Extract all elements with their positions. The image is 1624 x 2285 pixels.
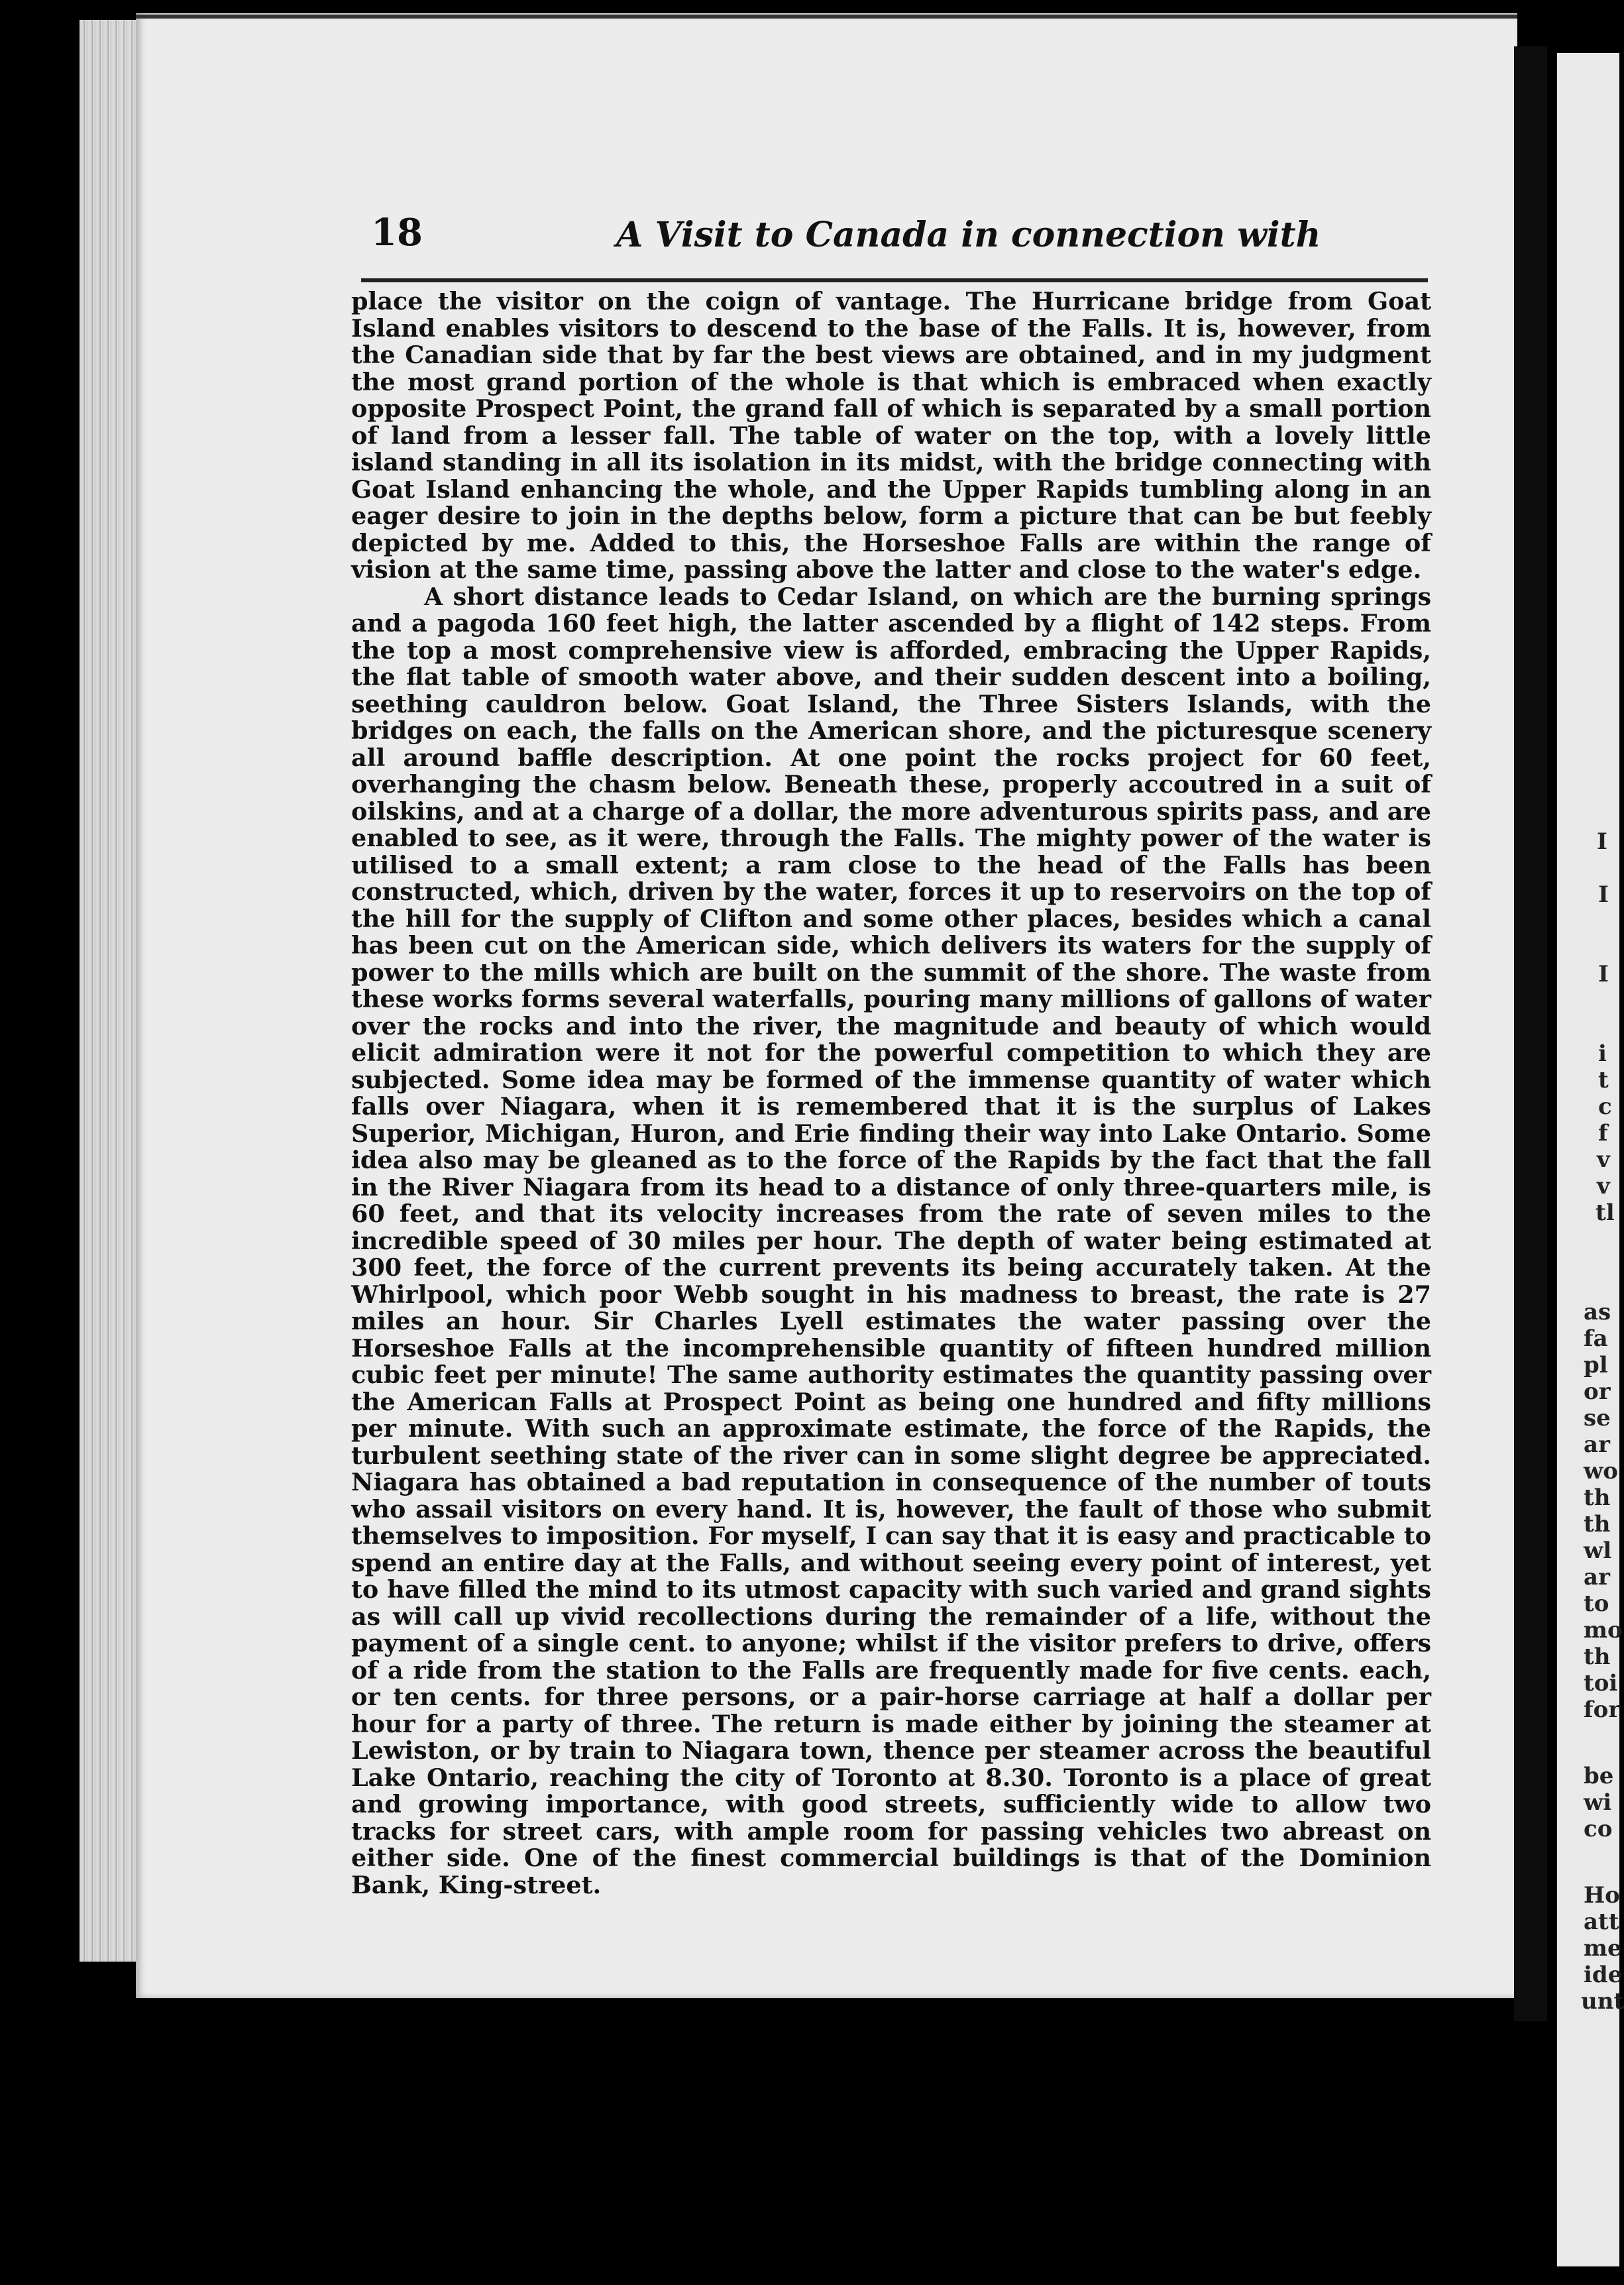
adjacent-page-fragment: th xyxy=(1584,1644,1611,1670)
page-number: 18 xyxy=(371,211,423,254)
adjacent-page-edge xyxy=(1557,53,1624,2266)
adjacent-page-fragment: mo xyxy=(1584,1617,1623,1644)
adjacent-page-fragment: co xyxy=(1584,1816,1613,1842)
adjacent-page-fragment: ar xyxy=(1584,1564,1610,1590)
adjacent-page-fragment: or xyxy=(1584,1378,1611,1405)
page-body xyxy=(351,288,1431,1899)
adjacent-page-fragment: t xyxy=(1598,1067,1609,1093)
page-header xyxy=(371,211,1431,264)
adjacent-page-fragment: to xyxy=(1584,1590,1609,1617)
adjacent-page-fragment: att xyxy=(1584,1909,1619,1935)
page-top-edge xyxy=(136,15,1517,19)
adjacent-page-fragment: v xyxy=(1597,1146,1610,1173)
adjacent-page-fragment: as xyxy=(1584,1299,1611,1325)
adjacent-page-fragment: f xyxy=(1598,1120,1608,1146)
adjacent-page-fragment: ide xyxy=(1584,1962,1623,1988)
adjacent-page-fragment: I xyxy=(1598,881,1609,908)
running-title: A Visit to Canada in connection with xyxy=(616,215,1321,255)
adjacent-page-fragment: for xyxy=(1584,1697,1621,1723)
header-rule xyxy=(361,278,1428,282)
paragraph: A short distance leads to Cedar Island, on which are the burning springs and a pagoda 160 feet high, the latter ascended by a flight of 142 steps. From the top a most comprehensive view is afforded, embracing the Upper Rapids, the flat table of smooth water above, and their sudden descent into a boiling, seething cauldron below. Goat Island, the Three Sisters Islands, with the bridges on each, the falls on the American shore, and the picturesque scenery all around baffle description. At one point the rocks project for 60 feet, overhanging the chasm below. Beneath these, properly accoutred in a suit of oilskins, and at a charge of a dollar, the more adventurous spirits pass, and are enabled to see, as it were, through the Falls. The mighty power of the water is utilised to a small extent; a ram close to the head of the Falls has been constructed, which, driven by the water, forces it up to reservoirs on the top of the hill for the supply of Clifton and some other places, besides which a canal has been cut on the American side, which delivers its waters for the supply of power to the mills which are built on the summit of the shore. The waste from these works forms several waterfalls, pouring many millions of gallons of water over the rocks and into the river, the magnitude and beauty of which would elicit admiration were it not for the powerful competition to which they are subjected. Some idea may be formed of the immense quantity of water which falls over Niagara, when it is remembered that it is the surplus of Lakes Superior, Michigan, Huron, and Erie finding their way into Lake Ontario. Some idea also may be gleaned as to the force of the Rapids by the fact that the fall in the River Niagara from its head to a distance of only three-quarters mile, is 60 feet, and that its velocity increases from the rate of seven miles to the incredible speed of 30 miles per hour. The depth of water being estimated at 300 feet, the force of the current prevents its being accurately taken. At the Whirlpool, which poor Webb sought in his madness to breast, the rate is 27 miles an hour. Sir Charles Lyell estimates the water passing over the Horseshoe Falls at the incomprehensible quantity of fifteen hundred million cubic feet per minute! The same authority estimates the quantity passing over the American Falls at Prospect Point as being one hundred and fifty millions per minute. With such an approximate estimate, the force of the Rapids, the turbulent seething state of the river can in some slight degree be appreciated. Niagara has obtained a bad reputation in consequence of the number of touts who assail visitors on every hand. It is, however, the fault of those who submit themselves to imposition. For myself, I can say that it is easy and practicable to spend an entire day at the Falls, and without seeing every point of interest, yet to have filled the mind to its utmost capacity with such varied and grand sights as will call up vivid recollections during the remainder of a life, without the payment of a single cent. to anyone; whilst if the visitor prefers to drive, offers of a ride from the station to the Falls are frequently made for five cents. each, or ten cents. for three persons, or a pair-horse carriage at half a dollar per hour for a party of three. The return is made either by joining the steamer at Lewiston, or by train to Niagara town, thence per steamer across the beautiful Lake Ontario, reaching the city of Toronto at 8.30. Toronto is a place of great and growing importance, with good streets, sufficiently wide to allow two tracks for street cars, with ample room for passing vehicles two abreast on either side. One of the finest commercial buildings is that of the Dominion Bank, King-street. xyxy=(351,582,1431,1899)
adjacent-page-fragment: pl xyxy=(1584,1352,1608,1378)
adjacent-page-fragment: Ho xyxy=(1584,1882,1620,1909)
adjacent-page-fragment: me xyxy=(1584,1935,1622,1962)
adjacent-page-fragment: wi xyxy=(1584,1789,1612,1816)
adjacent-page-fragment: wl xyxy=(1584,1537,1612,1564)
adjacent-page-fragment: tl xyxy=(1596,1199,1615,1226)
adjacent-page-fragment: th xyxy=(1584,1484,1611,1511)
adjacent-page-fragment: be xyxy=(1584,1763,1614,1789)
adjacent-page-fragment: th xyxy=(1584,1511,1611,1537)
adjacent-page-fragment: wo xyxy=(1584,1458,1618,1484)
paragraph: place the visitor on the coign of vantage. The Hurricane bridge from Goat Island enables visitors to descend to the base of the Falls. It is, however, from the Canadian side that by far the best views are obtained, and in my judgment the most grand portion of the whole is that which is embraced when exactly opposite Prospect Point, the grand fall of which is separated by a small portion of land from a lesser fall. The table of water on the top, with a lovely little island standing in all its isolation in its midst, with the bridge connecting with Goat Island enhancing the whole, and the Upper Rapids tumbling along in an eager desire to join in the depths below, form a picture that can be but feebly depicted by me. Added to this, the Horseshoe Falls are within the range of vision at the same time, passing above the latter and close to the water's edge. xyxy=(351,287,1431,584)
adjacent-page-fragment: ar xyxy=(1584,1431,1610,1458)
adjacent-page-fragment: v xyxy=(1597,1173,1610,1199)
adjacent-page-fragment: toi xyxy=(1584,1670,1618,1697)
adjacent-page-fragment: I xyxy=(1598,961,1609,987)
adjacent-page-fragment: i xyxy=(1598,1040,1607,1067)
adjacent-page-fragment: c xyxy=(1598,1093,1612,1120)
adjacent-page-fragment: fa xyxy=(1584,1325,1608,1352)
adjacent-page-fragment: I xyxy=(1597,828,1607,855)
gutter-shadow xyxy=(1514,46,1547,2021)
adjacent-page-fragment: unt xyxy=(1581,1988,1624,2015)
adjacent-page-fragment: se xyxy=(1584,1405,1611,1431)
